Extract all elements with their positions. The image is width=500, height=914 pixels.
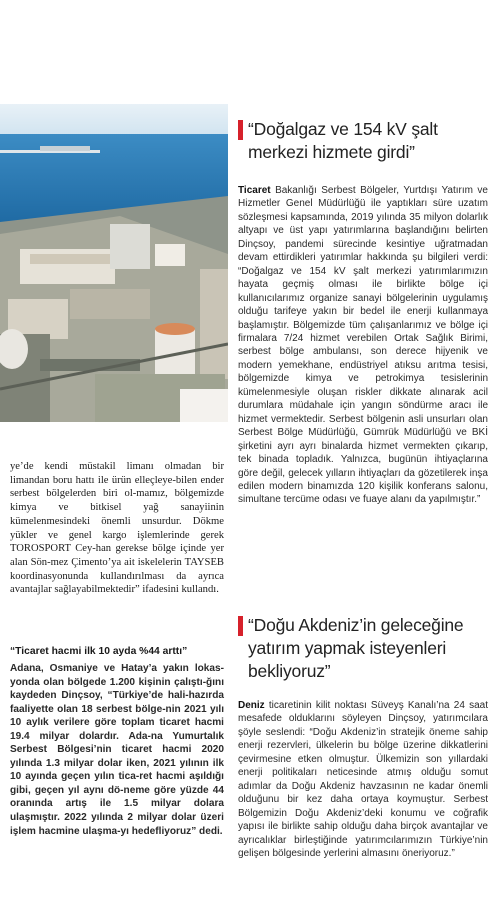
section2-body bbox=[238, 699, 488, 860]
left-column-paragraph bbox=[10, 460, 224, 597]
trade-volume-paragraph: Adana, Osmaniye ve Hatay’a yakın lokas-yonda olan bölgede 1.200 kişinin çalıştı-ğını kaydeden Dinçsoy, “Türkiye’de hali-hazırda faaliyette olan 18 serbest bölge-nin 2021 yılı 10 aylık verilere göre toplam ticaret hacmi 19.4 milyar dolardır. Ada-na Yumurtalık Serbest Bölgesi’nin ticaret hacmi 2020 yılında 1.3 milyar dolar iken, 2021 yılının ilk 10 ayında geçen yılın tica-ret hacmi aşıldığı gibi, geçen yıl aynı dö-neme göre yüzde 44 oranında artış ile 1.5 milyar dolara ulaşmıştır. 2022 yılında 2 milyar dolar üzeri işlem hacmine ulaşma-yı hedefliyoruz” dedi. bbox=[10, 663, 224, 837]
aerial-port-image bbox=[0, 104, 228, 422]
section2-lead-word: Deniz bbox=[238, 700, 265, 711]
intro-paragraph: ye’de kendi müstakil limanı olmadan bir limandan boru hattı ile ürün elleçleye-bilen ender serbest bölgelerden biri ol-mamız, bölgemizde kimya ve bitkisel yağ sanayiinin kümelenmesindeki önemli unsurdur. Dökme yükler ve genel kargo işlemlerinde gerek TOROSPORT Cey-han gerekse bölge içinde yer alan Sön-mez Çimento’ya ait iskelelerin TAYSEB koordinasyonunda kullandırılması da ayrıca avantajlar sağlayabilmektedir” ifadesini kullandı. bbox=[10, 461, 224, 596]
section1-body bbox=[238, 184, 488, 507]
industrial-zone-photo bbox=[0, 104, 228, 422]
section1-headline bbox=[238, 118, 488, 164]
section1-headline-text: “Doğalgaz ve 154 kV şalt merkezi hizmete girdi” bbox=[248, 119, 438, 162]
section2-headline bbox=[238, 614, 488, 683]
red-accent-bar bbox=[238, 616, 243, 636]
section1-body-text: Bakanlığı Serbest Bölgeler, Yurtdışı Yatırım ve Hizmetler Genel Müdürlüğü ile yaptıkları süre uzatım sözleşmesi kapsamında, 2019 yılında 35 milyon dolarlık altyapı ve üst yapı yatırımlarına başlandığını belirten Dinçsoy, pandemi sürecinde kesintiye uğratmadan devam ettirdikleri yatırımlar hakkında şu bilgileri verdi: “Doğalgaz ve 154 kV şalt merkezi yatırımlarımızın hayata geçmiş olması ile birlikte bölge içi kullanıcılarımız organize sanayi bölgelerinin uygulamış olduğu tarifeye yakın bir bedel ile enerji kullanmaya başlamıştır. Bölgemizde tüm çalışanlarımız ve bölge içi firmalara 7/24 hizmet verebilen Ortak Sağlık Birimi, serbest bölge ambulansı, son derece hijyenik ve modern yemekhane, endüstriyel atıksu arıtma tesisi, bölgemizde kimya ve petrokimya tesislerinin kümelenmesiyle oluşan riskler dikkate alınarak acil durumlara müdahale için yangın söndürme aracı ile hizmet vermektedir. Serbest bölgenin asli unsurları olan Serbest Bölge Müdürlüğü, Gümrük Müdürlüğü ve BKİ şirketini ayrı ayrı binalarda hizmet vermekten çıkarıp, tek binada topladık. Yalnızca, bugünün ihtiyaçlarına göre değil, gelecek yılların ihtiyaçları da gözetilerek inşa edilen modern binamızda 120 kişilik konferans salonu, simultane tercüme odası ve fuaye alanı da yapılmıştır.” bbox=[238, 185, 488, 506]
section2-headline-text: “Doğu Akdeniz’in geleceğine yatırım yapmak isteyenleri bekliyoruz” bbox=[248, 615, 464, 681]
red-accent-bar bbox=[238, 120, 243, 140]
section1-lead-word: Ticaret bbox=[238, 185, 271, 196]
left-subheading: “Ticaret hacmi ilk 10 ayda %44 arttı” bbox=[10, 646, 188, 657]
section2-body-text: ticaretinin kilit noktası Süveyş Kanalı’na 24 saat mesafede olduklarını söyleyen Dinçsoy, yatırımcılara şöyle seslendi: “Doğu Akdeniz’in stratejik öneme sahip enerji rezervleri, ülkelerin bu bölge üzerine dikkatlerini çevirmesine etken olmuştur. Ülkemizin son yıllardaki enerji politikaları neticesinde atmış olduğu somut adımlar da Doğu Akdeniz havzasının ne kadar önemli olduğunu bir kez daha ortaya koymuştur. Serbest Bölgemizin Doğu Akdeniz’deki konumu ve coğrafik yapısı ile birlikte sahip olduğu daha birçok avantajlar ve ayrıcalıklar birleştiğinde yatırımcılarımızın Türkiye’nin gelişen bölgesinde yerlerini almasını öneriyoruz.” bbox=[238, 700, 488, 859]
left-column-paragraph-2 bbox=[10, 662, 224, 838]
